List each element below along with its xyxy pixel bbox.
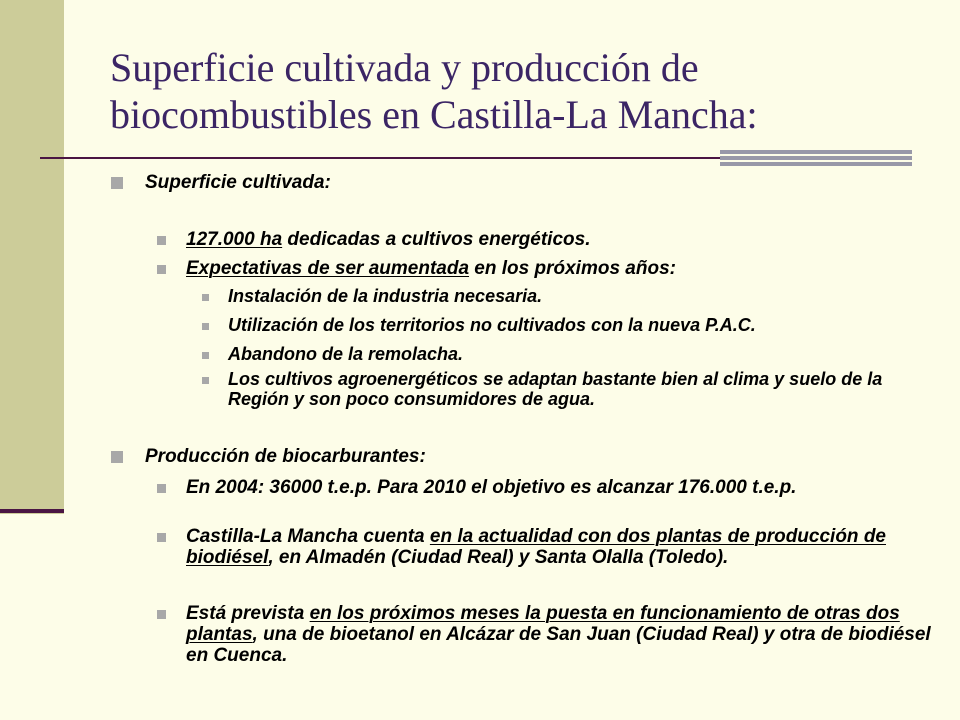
square-bullet-icon [202,377,209,384]
square-bullet-icon [157,265,166,274]
item-text: en los próximos años: [469,258,676,279]
square-bullet-icon [202,323,209,330]
item-text: , una de bioetanol en Alcázar de San Juan (Ciudad Real) y otra de biodiésel en Cuenca. [186,624,931,666]
square-bullet-icon [157,533,166,542]
list-item [186,526,901,568]
square-bullet-icon [111,177,123,189]
list-item [186,229,926,250]
item-text: Está prevista [186,603,310,624]
square-bullet-icon [111,451,123,463]
list-item [186,258,926,279]
section-heading-superficie: Superficie cultivada: [145,172,331,193]
sub-list-item: Utilización de los territorios no cultivados con la nueva P.A.C. [228,315,756,335]
square-bullet-icon [157,610,166,619]
sub-list-item: Abandono de la remolacha. [228,344,464,364]
title-line-1: Superficie cultivada y producción de [110,45,699,90]
underlined-text: en los próximos meses la puesta en funcionamiento de otras dos plantas [186,603,900,645]
item-text: , en Almadén (Ciudad Real) y Santa Olalla (Toledo). [268,547,729,568]
square-bullet-icon [157,484,166,493]
underlined-text: Expectativas de ser aumentada [186,258,470,279]
underlined-text: 127.000 ha [186,229,283,250]
square-bullet-icon [202,352,209,359]
title-line-2: biocombustibles en Castilla-La Mancha: [110,92,758,137]
list-item: En 2004: 36000 t.e.p. Para 2010 el objetivo es alcanzar 176.000 t.e.p. [186,477,797,498]
sub-list-item: Instalación de la industria necesaria. [228,286,543,306]
item-text: Castilla-La Mancha cuenta [186,526,430,547]
section-heading-produccion: Producción de biocarburantes: [145,446,426,467]
square-bullet-icon [157,236,166,245]
underlined-text: en la actualidad con dos plantas de producción de biodiésel [186,526,886,568]
list-item [186,603,931,666]
item-text: dedicadas a cultivos energéticos. [282,229,591,250]
sub-list-item: Los cultivos agroenergéticos se adaptan bastante bien al clima y suelo de la Región y son poco consumidores de agua. [228,369,883,409]
square-bullet-icon [202,294,209,301]
